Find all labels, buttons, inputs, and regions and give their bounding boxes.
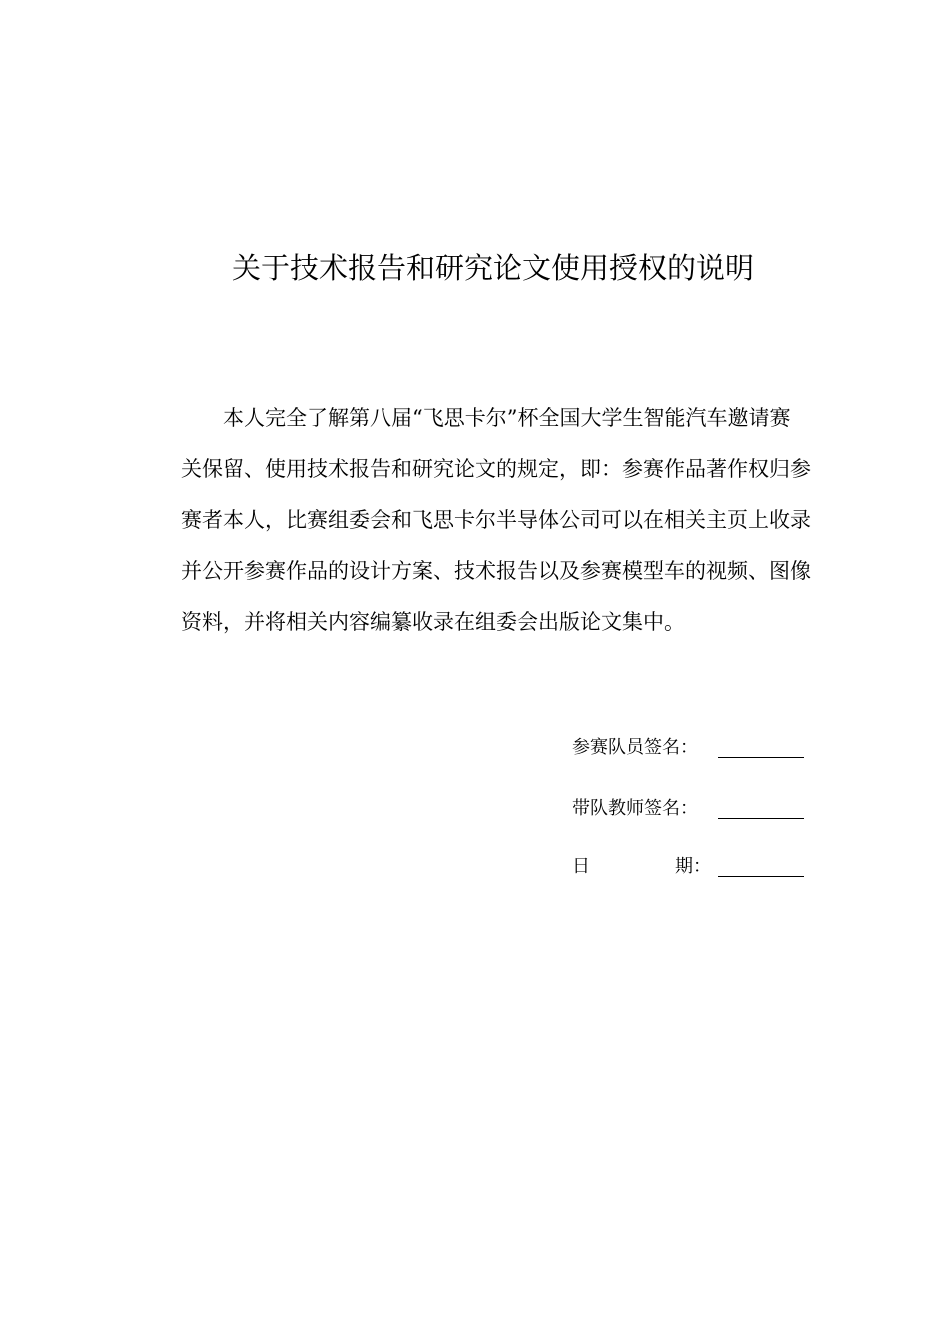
authorization-paragraph <box>181 393 811 648</box>
paragraph-line: 赛者本人，比赛组委会和飞思卡尔半导体公司可以在相关主页上收录 <box>181 508 811 532</box>
member-signature-line <box>718 757 804 758</box>
paragraph-line: 关保留、使用技术报告和研究论文的规定，即：参赛作品著作权归参 <box>181 457 811 481</box>
date-label-first: 日 <box>572 856 590 877</box>
document-title: 关于技术报告和研究论文使用授权的说明 <box>231 251 754 285</box>
paragraph-line: 资料，并将相关内容编纂收录在组委会出版论文集中。 <box>181 610 685 634</box>
advisor-signature-line <box>718 818 804 819</box>
member-signature-row <box>572 733 698 763</box>
advisor-signature-label: 带队教师签名： <box>572 798 698 819</box>
paragraph-line: 并公开参赛作品的设计方案、技术报告以及参赛模型车的视频、图像 <box>181 559 811 583</box>
date-row <box>572 852 812 882</box>
date-label-second: 期： <box>675 856 711 877</box>
paragraph-line: 本人完全了解第八届“飞思卡尔”杯全国大学生智能汽车邀请赛 <box>223 406 791 430</box>
member-signature-label: 参赛队员签名： <box>572 737 698 758</box>
date-line <box>718 876 804 877</box>
advisor-signature-row <box>572 794 698 824</box>
